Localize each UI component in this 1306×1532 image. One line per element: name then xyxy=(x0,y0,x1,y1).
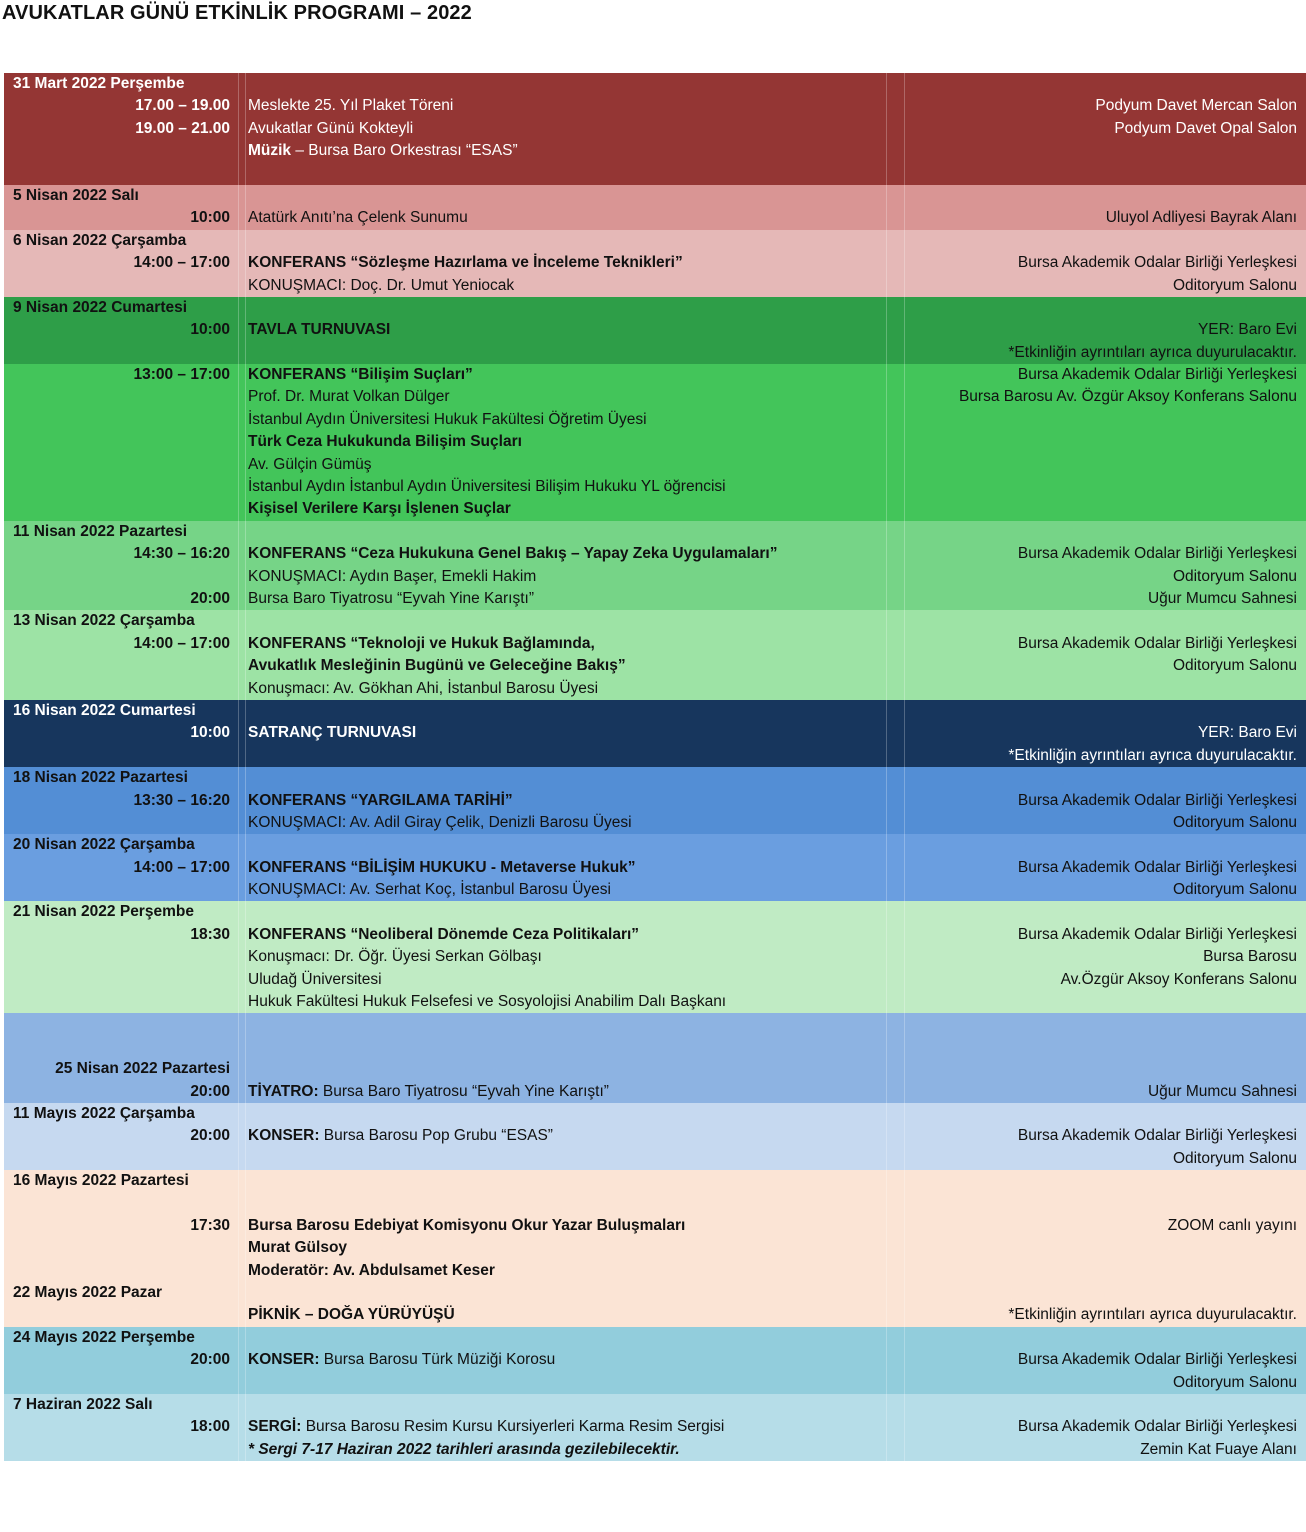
event-description xyxy=(248,386,450,408)
event-description xyxy=(248,655,626,677)
schedule-row xyxy=(4,812,1306,834)
schedule-row xyxy=(4,1125,1306,1147)
schedule-block xyxy=(4,297,1306,364)
schedule-row xyxy=(4,1349,1306,1371)
event-title: Türk Ceza Hukukunda Bilişim Suçları xyxy=(248,433,522,451)
schedule-row xyxy=(4,588,1306,610)
event-date: 31 Mart 2022 Perşembe xyxy=(13,75,185,92)
schedule-row xyxy=(4,969,1306,991)
event-title: KONFERANS “Bilişim Suçları” xyxy=(248,366,473,384)
event-title: SERGİ: xyxy=(248,1418,302,1436)
event-text: Prof. Dr. Murat Volkan Dülger xyxy=(248,388,450,406)
event-title: Kişisel Verilere Karşı İşlenen Suçlar xyxy=(248,500,511,518)
schedule-row xyxy=(4,521,1306,543)
schedule-row xyxy=(4,1416,1306,1438)
schedule-row xyxy=(4,901,1306,923)
event-description xyxy=(248,722,416,744)
event-text: Bursa Baro Tiyatrosu “Eyvah Yine Karıştı” xyxy=(318,1082,609,1100)
event-title: Moderatör: Av. Abdulsamet Keser xyxy=(248,1261,495,1279)
event-title: KONFERANS “Neoliberal Dönemde Ceza Politikaları” xyxy=(248,925,640,943)
event-date: 11 Mayıs 2022 Çarşamba xyxy=(13,1104,195,1122)
schedule-row xyxy=(4,857,1306,879)
event-description xyxy=(248,1260,495,1282)
schedule-row xyxy=(4,73,1306,95)
event-text: Uludağ Üniversitesi xyxy=(248,970,382,988)
schedule-row xyxy=(4,185,1306,207)
event-date: 11 Nisan 2022 Pazartesi xyxy=(13,522,188,540)
event-location: Av.Özgür Aksoy Konferans Salonu xyxy=(1060,970,1297,988)
event-text: Atatürk Anıtı’na Çelenk Sunumu xyxy=(248,209,468,227)
event-location: YER: Baro Evi xyxy=(1197,321,1297,339)
event-text: Bursa Baro Tiyatrosu “Eyvah Yine Karıştı” xyxy=(248,589,535,607)
event-date: 6 Nisan 2022 Çarşamba xyxy=(13,231,187,249)
event-location: Bursa Akademik Odalar Birliği Yerleşkesi xyxy=(1017,254,1297,272)
event-text: KONUŞMACI: Aydın Başer, Emekli Hakim xyxy=(248,567,537,585)
schedule-row xyxy=(4,1170,1306,1192)
event-date: 7 Haziran 2022 Salı xyxy=(13,1396,153,1414)
event-description xyxy=(248,924,639,946)
event-location: Uğur Mumcu Sahnesi xyxy=(1147,1082,1297,1100)
schedule-row xyxy=(4,364,1306,386)
schedule-block xyxy=(4,1013,1306,1103)
schedule-row xyxy=(4,275,1306,297)
schedule-row xyxy=(4,991,1306,1013)
schedule-row xyxy=(4,118,1306,140)
event-description xyxy=(248,409,647,431)
schedule-row xyxy=(4,409,1306,431)
event-description xyxy=(248,1237,347,1259)
schedule-block xyxy=(4,1103,1306,1170)
event-title: Bursa Barosu Edebiyat Komisyonu Okur Yazar Buluşmaları xyxy=(248,1216,686,1234)
event-location: Podyum Davet Mercan Salon xyxy=(1095,97,1297,115)
schedule-row xyxy=(4,319,1306,341)
event-title: KONFERANS “YARGILAMA TARİHİ” xyxy=(248,791,513,809)
schedule-row xyxy=(4,946,1306,968)
event-text: İstanbul Aydın Üniversitesi Hukuk Fakültesi Öğretim Üyesi xyxy=(248,410,647,428)
event-date: 16 Nisan 2022 Cumartesi xyxy=(13,701,196,719)
schedule-row xyxy=(4,95,1306,117)
schedule-row xyxy=(4,454,1306,476)
schedule-row xyxy=(4,834,1306,856)
schedule-row xyxy=(4,790,1306,812)
event-date: 13 Nisan 2022 Çarşamba xyxy=(13,612,195,630)
event-location: *Etkinliğin ayrıntıları ayrıca duyurulacaktır. xyxy=(1008,746,1297,764)
event-date: 18 Nisan 2022 Pazartesi xyxy=(13,769,188,787)
schedule-row xyxy=(4,633,1306,655)
event-description xyxy=(248,566,536,588)
event-title: PİKNİK – DOĞA YÜRÜYÜŞÜ xyxy=(248,1306,455,1324)
event-date: 24 Mayıs 2022 Perşembe xyxy=(13,1328,195,1346)
schedule-row xyxy=(4,879,1306,901)
event-location: ZOOM canlı yayını xyxy=(1167,1216,1297,1234)
event-time: 20:00 xyxy=(190,589,230,607)
schedule-block xyxy=(4,610,1306,700)
event-text: Av. Gülçin Gümüş xyxy=(248,455,372,473)
event-location: Uluyol Adliyesi Bayrak Alanı xyxy=(1105,209,1297,227)
event-description xyxy=(248,991,726,1013)
event-title: KONSER: xyxy=(248,1127,320,1145)
event-text: – Bursa Baro Orkestrası “ESAS” xyxy=(291,142,518,160)
event-location: Oditoryum Salonu xyxy=(1172,1149,1297,1167)
schedule-block xyxy=(4,1327,1306,1394)
program-table xyxy=(4,73,1306,1461)
event-location: Podyum Davet Opal Salon xyxy=(1114,119,1297,137)
event-date: 9 Nisan 2022 Cumartesi xyxy=(13,298,188,316)
event-title: Müzik xyxy=(248,142,292,160)
event-location: Oditoryum Salonu xyxy=(1172,276,1297,294)
event-text: KONUŞMACI: Doç. Dr. Umut Yeniocak xyxy=(248,276,515,294)
event-text: KONUŞMACI: Av. Adil Giray Çelik, Denizli Barosu Üyesi xyxy=(248,813,632,831)
event-description xyxy=(248,1439,680,1461)
event-text: Avukatlar Günü Kokteyli xyxy=(248,119,414,137)
schedule-row xyxy=(4,230,1306,252)
event-location: Oditoryum Salonu xyxy=(1172,813,1297,831)
schedule-row xyxy=(4,1058,1306,1080)
event-time: 14:30 – 16:20 xyxy=(133,545,230,563)
event-title: KONFERANS “Teknoloji ve Hukuk Bağlamında, xyxy=(248,634,595,652)
event-description xyxy=(248,140,518,162)
event-description xyxy=(248,633,595,655)
event-location: Bursa Akademik Odalar Birliği Yerleşkesi xyxy=(1017,1418,1297,1436)
event-title: Avukatlık Mesleğinin Bugünü ve Geleceğine Bakış” xyxy=(248,657,626,675)
schedule-row xyxy=(4,140,1306,162)
schedule-row xyxy=(4,1372,1306,1394)
event-location: Bursa Akademik Odalar Birliği Yerleşkesi xyxy=(1017,791,1297,809)
schedule-row xyxy=(4,767,1306,789)
schedule-row xyxy=(4,163,1306,185)
event-time: 14:00 – 17:00 xyxy=(133,634,230,652)
event-location: Oditoryum Salonu xyxy=(1172,657,1297,675)
event-text: Bursa Barosu Türk Müziği Korosu xyxy=(319,1351,556,1369)
event-description xyxy=(248,207,468,229)
schedule-row xyxy=(4,1148,1306,1170)
event-time: 13:30 – 16:20 xyxy=(133,791,230,809)
event-description xyxy=(248,252,683,274)
event-time: 10:00 xyxy=(190,321,230,339)
event-time: 10:00 xyxy=(190,209,230,227)
event-description xyxy=(248,319,390,341)
schedule-row xyxy=(4,1282,1306,1304)
event-text: Hukuk Fakültesi Hukuk Felsefesi ve Sosyolojisi Anabilim Dalı Başkanı xyxy=(248,993,727,1011)
event-description xyxy=(248,1304,455,1326)
event-text: Bursa Barosu Resim Kursu Kursiyerleri Karma Resim Sergisi xyxy=(301,1418,725,1436)
schedule-block xyxy=(4,73,1306,185)
event-date: 20 Nisan 2022 Çarşamba xyxy=(13,836,195,854)
event-text: Bursa Barosu Pop Grubu “ESAS” xyxy=(319,1127,553,1145)
event-location: *Etkinliğin ayrıntıları ayrıca duyurulacaktır. xyxy=(1008,1306,1297,1324)
schedule-row xyxy=(4,1260,1306,1282)
schedule-row xyxy=(4,1394,1306,1416)
schedule-row xyxy=(4,610,1306,632)
event-title: KONSER: xyxy=(248,1351,320,1369)
event-description xyxy=(248,543,778,565)
page-title: AVUKATLAR GÜNÜ ETKİNLİK PROGRAMI – 2022 xyxy=(2,2,472,24)
event-description xyxy=(248,969,382,991)
event-time: 18:30 xyxy=(190,925,230,943)
event-title: KONFERANS “Sözleşme Hazırlama ve İnceleme Teknikleri” xyxy=(248,254,683,272)
schedule-row xyxy=(4,386,1306,408)
schedule-block xyxy=(4,834,1306,901)
schedule-block xyxy=(4,364,1306,521)
event-title: SATRANÇ TURNUVASI xyxy=(248,724,417,742)
schedule-row xyxy=(4,745,1306,767)
event-description xyxy=(248,588,534,610)
event-date: 16 Mayıs 2022 Pazartesi xyxy=(13,1172,189,1190)
event-text: Meslekte 25. Yıl Plaket Töreni xyxy=(248,97,454,115)
event-note: * Sergi 7-17 Haziran 2022 tarihleri arasında gezilebilecektir. xyxy=(248,1440,680,1458)
event-time: 14:00 – 17:00 xyxy=(133,858,230,876)
schedule-row xyxy=(4,655,1306,677)
event-location: Bursa Akademik Odalar Birliği Yerleşkesi xyxy=(1017,545,1297,563)
event-location: Bursa Barosu Av. Özgür Aksoy Konferans Salonu xyxy=(958,388,1297,406)
event-location: Oditoryum Salonu xyxy=(1172,1373,1297,1391)
event-description xyxy=(248,678,598,700)
schedule-row xyxy=(4,1193,1306,1215)
event-time: 20:00 xyxy=(190,1082,230,1100)
event-title: Murat Gülsoy xyxy=(248,1239,348,1257)
event-description xyxy=(248,812,632,834)
event-description xyxy=(248,431,522,453)
schedule-row xyxy=(4,700,1306,722)
schedule-block xyxy=(4,767,1306,834)
event-location: Bursa Barosu xyxy=(1203,948,1297,966)
event-time: 17:30 xyxy=(190,1216,230,1234)
event-time: 17.00 – 19.00 xyxy=(135,97,230,115)
event-time: 20:00 xyxy=(190,1351,230,1369)
event-title: TAVLA TURNUVASI xyxy=(248,321,391,339)
event-description xyxy=(248,790,513,812)
event-description xyxy=(248,275,514,297)
event-title: KONFERANS “Ceza Hukukuna Genel Bakış – Yapay Zeka Uygulamaları” xyxy=(248,545,778,563)
event-location: Bursa Akademik Odalar Birliği Yerleşkesi xyxy=(1017,925,1297,943)
event-location: Oditoryum Salonu xyxy=(1172,567,1297,585)
event-description xyxy=(248,476,726,498)
schedule-block xyxy=(4,700,1306,767)
event-title: TİYATRO: xyxy=(248,1082,319,1100)
schedule-row xyxy=(4,566,1306,588)
event-description xyxy=(248,1125,553,1147)
schedule-block xyxy=(4,1170,1306,1327)
event-description xyxy=(248,1349,555,1371)
event-description xyxy=(248,498,511,520)
schedule-row xyxy=(4,1103,1306,1125)
schedule-row xyxy=(4,476,1306,498)
event-text: Konuşmacı: Dr. Öğr. Üyesi Serkan Gölbaşı xyxy=(248,948,542,966)
event-date: 25 Nisan 2022 Pazartesi xyxy=(55,1060,230,1078)
schedule-row xyxy=(4,342,1306,364)
event-date: 5 Nisan 2022 Salı xyxy=(13,186,139,204)
event-time: 18:00 xyxy=(190,1418,230,1436)
schedule-row xyxy=(4,1304,1306,1326)
event-location: Bursa Akademik Odalar Birliği Yerleşkesi xyxy=(1017,858,1297,876)
schedule-row xyxy=(4,1081,1306,1103)
event-text: İstanbul Aydın İstanbul Aydın Üniversitesi Bilişim Hukuku YL öğrencisi xyxy=(248,478,726,496)
event-location: Bursa Akademik Odalar Birliği Yerleşkesi xyxy=(1017,366,1297,384)
event-date: 21 Nisan 2022 Perşembe xyxy=(13,903,194,921)
schedule-row xyxy=(4,297,1306,319)
event-description xyxy=(248,364,473,386)
event-location: Uğur Mumcu Sahnesi xyxy=(1147,589,1297,607)
event-location: Bursa Akademik Odalar Birliği Yerleşkesi xyxy=(1017,1351,1297,1369)
event-location: YER: Baro Evi xyxy=(1197,724,1297,742)
event-text: Konuşmacı: Av. Gökhan Ahi, İstanbul Barosu Üyesi xyxy=(248,679,599,697)
schedule-row xyxy=(4,1215,1306,1237)
schedule-row xyxy=(4,543,1306,565)
schedule-row xyxy=(4,678,1306,700)
schedule-row xyxy=(4,1036,1306,1058)
event-description xyxy=(248,879,611,901)
event-text: KONUŞMACI: Av. Serhat Koç, İstanbul Barosu Üyesi xyxy=(248,881,611,899)
event-description xyxy=(248,95,453,117)
event-location: *Etkinliğin ayrıntıları ayrıca duyurulacaktır. xyxy=(1008,343,1297,361)
schedule-block xyxy=(4,1394,1306,1461)
event-description xyxy=(248,857,636,879)
schedule-row xyxy=(4,1327,1306,1349)
schedule-row xyxy=(4,1237,1306,1259)
schedule-row xyxy=(4,1013,1306,1035)
event-time: 19.00 – 21.00 xyxy=(135,119,230,137)
schedule-row xyxy=(4,722,1306,744)
event-title: KONFERANS “BİLİŞİM HUKUKU - Metaverse Hukuk” xyxy=(248,858,636,876)
event-description xyxy=(248,946,542,968)
schedule-block xyxy=(4,521,1306,611)
schedule-row xyxy=(4,1439,1306,1461)
event-description xyxy=(248,1416,724,1438)
event-location: Oditoryum Salonu xyxy=(1172,881,1297,899)
event-location: Bursa Akademik Odalar Birliği Yerleşkesi xyxy=(1017,1127,1297,1145)
schedule-row xyxy=(4,431,1306,453)
event-time: 13:00 – 17:00 xyxy=(133,366,230,384)
event-time: 20:00 xyxy=(190,1127,230,1145)
event-time: 10:00 xyxy=(190,724,230,742)
schedule-block xyxy=(4,230,1306,297)
schedule-block xyxy=(4,185,1306,230)
event-description xyxy=(248,454,371,476)
schedule-row xyxy=(4,498,1306,520)
event-description xyxy=(248,1081,609,1103)
event-description xyxy=(248,118,413,140)
schedule-row xyxy=(4,207,1306,229)
schedule-block xyxy=(4,901,1306,1013)
schedule-row xyxy=(4,924,1306,946)
event-time: 14:00 – 17:00 xyxy=(133,254,230,272)
event-location: Bursa Akademik Odalar Birliği Yerleşkesi xyxy=(1017,634,1297,652)
event-description xyxy=(248,1215,685,1237)
event-date: 22 Mayıs 2022 Pazar xyxy=(13,1284,163,1302)
schedule-row xyxy=(4,252,1306,274)
event-location: Zemin Kat Fuaye Alanı xyxy=(1140,1440,1297,1458)
